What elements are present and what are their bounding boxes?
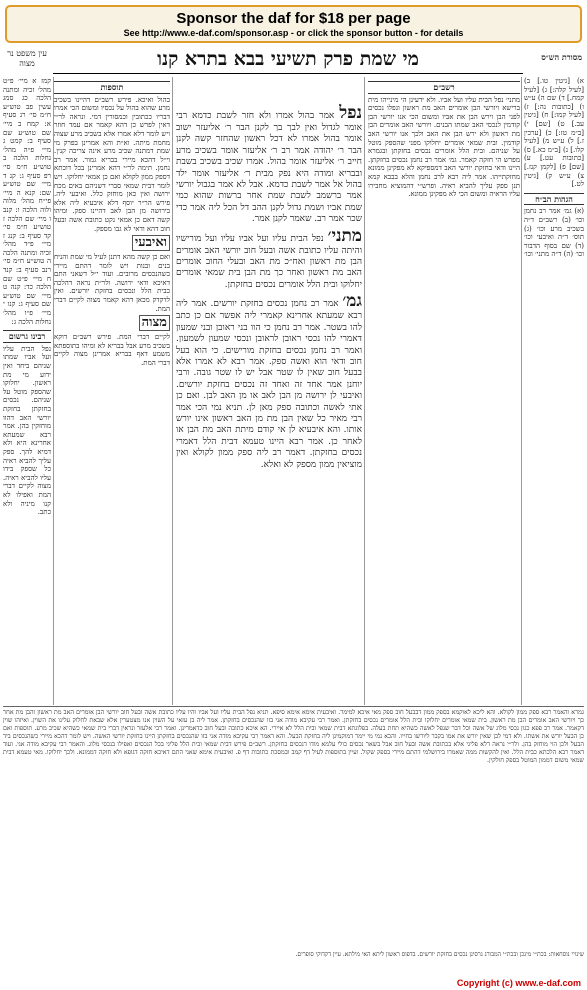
rabbeinu-gershom-text: נפל הבית עליו ועל אביו שמתו שניהם ביחד ואין ידוע מי מת ראשון. יחלוקו שהספק מוטל על שניהם. נכסים בחזקתן בחזקת יורשי האב דהוו מוחזקין בהן. אמר רבא שמעתא אחרינא היא ולא דמיא להך. ספק עליך להביא ראיה כל שספק בידו עליו להביא ראיה. מצוה לקיים דברי המת ואפילו לא קנו מיניה ולא כתב. [3,344,51,517]
tosafot-more: ואם כן קשה מהא דתנן לעיל מי שמת והניח בנים ובנות ויש לומר דהתם מיירי כשהנכסים מרובים. ועוד י״ל דשאני התם דאיכא ודאי ירושה. ולר״ת נראה דהלכה כבית הלל ונכסים בחזקת יורשים. ואין לדקדק מכאן דהא קאמר מצוה לקיים דברי המת. [54,253,170,313]
tosafot-heading-word: ואיבעי [132,235,170,251]
copyright-link[interactable]: Copyright (c) www.e-daf.com [456,978,581,988]
bottom-commentary: גמרא והאמר רבא ספק ממון לקולא. והא ליכא לאוקמא בספק ממון דבבעל חוב ספק מאי איכא למימר. ואיבעית אימא אימא סיפא. תניא נפל הבית עליו ועל אביו והיו עליו כתובת אשה ובעל חוב יורשי הבן אומרים האב מת ראשון והבן מת אחר כך ויורשי האב אומרים הבן מת ראשון. בית שמאי אומרים יחלוקו ובית הלל אומרים נכסים בחזקתן. ואמר רבי עקיבא מודה אני בזו שהנכסים בחזקתן. אמר ליה בן עזאי על השוין אנו מצטערין אלא שבאת לחלוק עלינו את השוין. ואיזהו שוין דקאמר. אמר רב פפא כגון נכסי מלוג של אשה וכל דבר שנפל לאשה כשהיא תחת בעלה. בפלוגתא דבית שמאי ובית הלל לא איירי. הא איכא כתובה ובעל חוב כדאמרינן. ואמר רבי אלעזר ונראין דברי בית שמאי כשהיא שכיב מרע. תוספות ואם כן הבעל יורש את אשתו. ולא דמי לבן שאין יורש את אמו בקבר ליורשו בחייו. והכא נמי מי יימר דמוקמינן ליה בחזקת הבעל. והא דאמר רבי עקיבא מודה אני בזו שהנכסים בחזקתן היינו בחזקת יורשי האשה. ויש לומר דהכא מיירי כשהנכסים ביד הבעל ולכן הוי מוחזק בהן. ולר״י נראה דלא פליגי אלא בכתובת אשה ובעל חוב אבל בשאר נכסים כולי עלמא מודו דנכסים בחזקתן. רשב״ם פירש דבית שמאי ובית הלל פליגי בכל הנכסים ואפילו בנכסי מלוג. והאמר רבי עקיבא מודה אני. ועוד דאמר רבא הלכתא כבית הלל. ואין להקשות ממה שאמרו בירושלמי דהתם מיירי בספק שקול. ועיין בתוספות לעיל דף קמב ובמסכת כתובות דף פ. ואיבעית אימא שאני התם דאיכא חזקה דגופא ולא חזקה דממונא. ולכך יחלוקו. מאי טעמא דבית שמאי משום דממון המוטל בספק חולקין. [3,709,584,764]
gemara-label: גמ׳ [342,291,362,312]
tosafot-tail: לקיים דברי המת. פירש רשב״ם דוקא בשכיב מרע אבל בבריא לא ומיהו בתוספתא משמע דאף בבריא אמרינן מצוה לקיים דברי המת. [54,333,170,368]
masoret-hashas-text: א) [גיטין טו.] ב) [לעיל קלה:] ג) [לעיל קמח.] ד) שם ה) ע״ש ו) [כתובות נה:] ז) [לעיל קמו:] ח) [גיטין עב.] ט) [שם] י) [ב״מ טז:] כ) [ערכין ז.] ל) ע״ש מ) [לעיל קלו.] נ) [ב״מ כא.] ס) [כתובות עט.] ע) [שם] פ) [לקמן קנז.] צ) ע״ש ק) [גיטין לט.] [524,77,584,189]
ein-mishpat-label: עין משפט נר מצוה [7,49,47,68]
hagahot-habach-text: (א) גמ׳ אמר רב נחמן וכו׳ (ב) רשב״ם ד״ה בשכיב מרע וכו׳ (ג) תוס׳ ד״ה ואיבעי וכו׳ (ד) שם בסוף הדבור וכו׳ (ה) ד״ה מתני׳ וכו׳ [524,207,584,259]
rabbeinu-gershom-title: רבינו גרשום [3,330,51,343]
page-header [53,47,523,74]
gemara-body: אמר רב נחמן נכסים בחזקת יורשים. אמר ליה רבא שמעתא אחרינא קאמרי ליה אפשר אם כן כתב להו בשטר. אמר רב נחמן כי הוו בני ראובן ובני שמעון דאמרי להו נכסי ראובן לראובן ונכסי שמעון לשמעון. ואמר רב נחמן נכסים בחזקת מורישים. כי הוא בעל חוב ודאי הוא ואשה ספק. אמר רבא לא אמרו אלא בבעל חוב שאין לו שטר אבל יש לו שטר גובה. ורבי יוחנן אמר אחד זה ואחד זה נכסים בחזקת יורשים. ואיבעי לן ירושה מן הבן לאב או מן האב לבן. ואם כן אתי לאשה וכתובה ספק מאן לן. תניא נמי הכי אמר רבי מאיר כל שאין הבן מת מן האב ראשון אינו יורש אותו. והא איבעיא לן אי קודם מיתת האב מת הבן או לאחר כן. אמר רבא היינו טעמא דבית הלל דאמרי נכסים בחזקתן. דאמר רב ליה ספק ממון לקולא ואין מוציאין ממון מספק לא ואלא. [176,299,362,470]
hagahot-habach-title: הגהות הב״ח [524,193,584,206]
column-divider [364,77,365,705]
bottom-notes: שינויי נוסחאות: בכת״י מינכן ובכת״י המבורג גרסינן נכסים בחזקת יורשים. בדפוס ראשון ליתא האי מילתא. עיין דקדוקי סופרים. [295,951,584,958]
tosafot-text: בהול ואיכא. פירש רשב״ם דהיינו בשכיב מרע שהוא בהול על נכסיו ומשום הכי אמרו דבריו ככתובין וכמסורין דמי. ונראה לר״י דאין לפרש כן דהא קאמר אם עמד חוזר ויש לומר דלא אמרו אלא בשכיב מרע שצוה מחמת מיתה. וא״ת והא אמרינן בפרק מי שמת דמתנה שכיב מרע אינה צריכה קנין. וי״ל דהכא מיירי בבריא גמור. אמר רב נחמן. תימה לר״י דהא אמרינן בכל דוכתא דספק ממון לקולא ואם כן אמאי יחלוקו. ויש לומר דבית שמאי סברי דשניהם באים מכח ירושה ואין כאן מוחזק כלל. ואיבעי ליה. פירש הר״ר יוסף דלא איבעיא ליה אלא בירושה מן הבן לאב דהיינו ספק. ומיהו קשה דאם כן אמאי נקט כתובת אשה ובעל חוב דהא ודאי לא גבו מספק. [54,95,170,233]
rashbam-column [368,77,520,637]
gemara-opening-word: נפל [339,103,362,123]
gemara-column [176,103,362,703]
mitzvah-heading-word: מצוה [139,315,170,331]
rashbam-text: מתני׳ נפל הבית עליו ועל אביו. ולא ידעינן הי מינייהו מית ברישא ויורשי הבן אומרים האב מת ראשון ונפלו נכסים לפני הבן וירש הבן את אביו ומשום הכי אנו יורשי הבן קודמין לנכסי האב שמתו הבנים. ויורשי האב אומרים הבן מת ראשון ולא ירש הבן את האב ולכך אנו יורשי האב קודמין. ובית שמאי אומרים יחלוקו מפני שהספק מוטל על שניהם. ובית הלל אומרים נכסים בחזקתן ובגמרא מפרש הי חזקה קאמר. גמ׳ אמר רב נחמן נכסים בחזקתן. היינו ודאי בחזקת יורשי האב דמספיקא לא מפקינן ממונא מחזקתייהו. אמר ליה רבא לרב נחמן והלא בבבא קמא תנן ספק עליך להביא ראיה. ופרש״י דהמוציא מחבירו עליו הראיה ומשום הכי לא מפקינן ממונא. [368,95,520,199]
tosafot-label: תוספות [54,81,170,94]
tosafot-column [54,77,170,705]
sponsor-title: Sponsor the daf for $18 per page [176,10,411,27]
masoret-hashas-column [524,77,584,637]
talmud-page [3,47,584,975]
column-divider [172,77,173,705]
column-divider [521,77,522,705]
folio-title: מי שמת פרק תשיעי בבא בתרא קנו [157,48,419,70]
mishna-text: נפל הבית עליו ועל אביו עליו ועל מורישיו והיתה עליו כתובת אשה ובעל חוב יורשי האב אומרים הבן מת ראשון ואח״כ מת האב ובעלי החוב אומרים האב מת ראשון ואחר כך מת הבן בית שמאי אומרים יחלוקו ובית הלל אומרים נכסים בחזקתן. [176,233,362,290]
mishna-label: מתני׳ [327,225,362,246]
gemara-text-1: אמר בהול אמרו ולא חזר לשבת כדמא רבי אומר לגדול ואין לבך בך לקנן הבר ר׳ אליעזר ישוב אומר בהול אמרו לא דכל ראשון שהחזר קשה לקנן הבר ר׳ יהודה אמר רב ר׳ אליעזר אומר בשכיב מרע חייב ר׳ אליעזר אומר בהול. אמרו שכיב בשכיב בשבת ובבריא ומודה היא נפק מבית ר׳ אליעזר אומר ילד בהול אל אמר לשבת כדמא. אבל לא אמר בגבול יורשי אמר ברשמב לשבת שמת אחר ברשות שהוא כמי שמת אביו ושמת גדול לקנן ההב דל הכל ליה אמר כדי שכר אמר רב. שאמר לקנן אמר. [176,111,362,225]
masoret-hashas-label: מסורת הש״ס [541,52,582,62]
sponsor-subtitle: See http://www.e-daf.com/sponsor.asp - or click the sponsor button - for details [123,28,464,38]
rashbam-label: רשב״ם [368,81,520,94]
ein-mishpat-column [3,77,51,705]
column-divider [53,77,54,705]
ein-mishpat-text: קמז א מיי׳ פ״ט מהל׳ זכיה ומתנה הלכה כג סמג עשין פב טוש״ע ח״מ סי׳ רנ סעיף א: קמח ב מיי׳ שם טוש״ע שם סעיף ב: קמט ג מיי׳ פ״ה מהל׳ נחלות הלכה ב טוש״ע ח״מ סי׳ רפ סעיף ג: קנ ד מיי׳ שם טוש״ע שם: קנא ה מיי׳ פי״ח מהל׳ מלוה ולוה הלכה ו: קנב ו מיי׳ שם הלכה ז טוש״ע ח״מ סי׳ קד סעיף ב: קנג ז מיי׳ פ״ד מהל׳ זכיה ומתנה הלכה ה טוש״ע ח״מ סי׳ רנב סעיף ב: קנד ח מיי׳ פ״ט שם הלכה כד: קנה ט מיי׳ שם טוש״ע שם סעיף ג: קנו י מיי׳ פ״ו מהל׳ נחלות הלכה ג: [3,77,51,326]
bottom-divider [3,706,584,707]
sponsor-banner[interactable] [5,5,582,43]
